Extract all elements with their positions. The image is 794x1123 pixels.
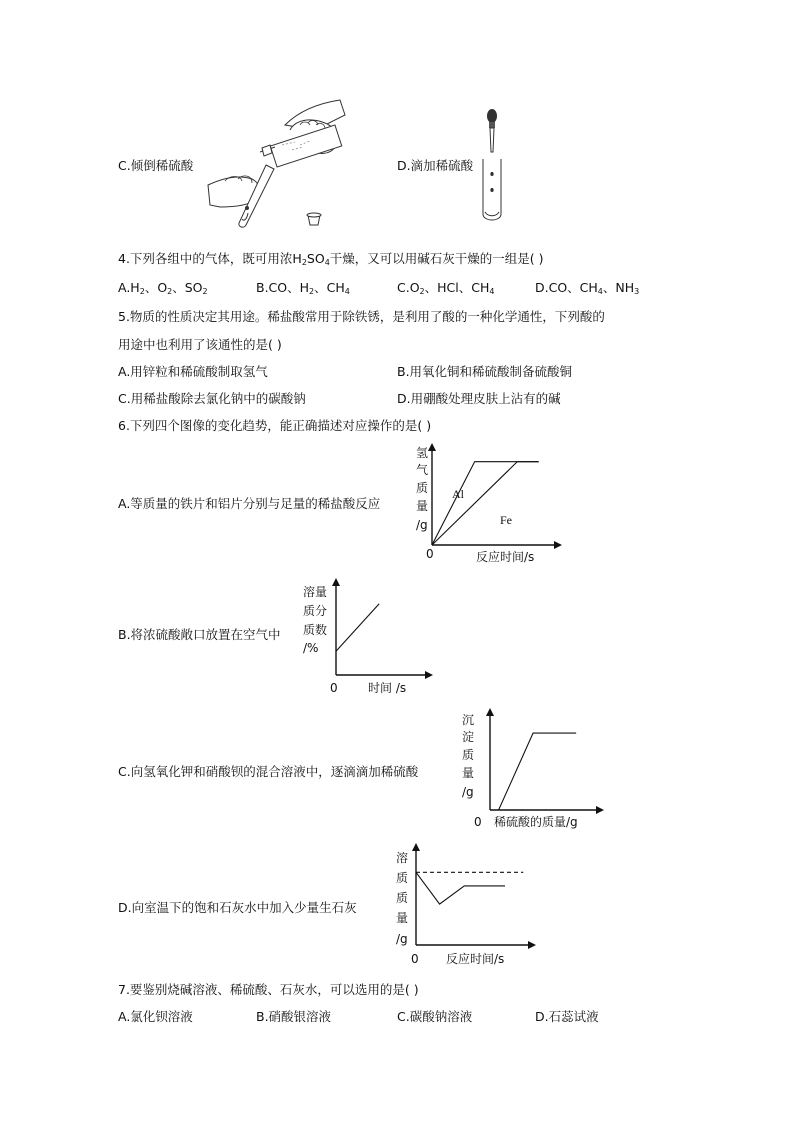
graph-d-y-arrow: [412, 843, 420, 851]
graph-a-ylabel-1: 气: [416, 463, 429, 477]
graph-a-y-arrow: [428, 443, 436, 451]
graph-b-ylabel-0: 溶量: [303, 585, 328, 599]
q5-stem-line2: 用途中也利用了该通性的是( ): [118, 337, 282, 352]
q4-option-a[interactable]: $A.H_2$、$O_2$、$SO_2$: [118, 280, 208, 296]
graph-c-ylabel-0: 沉: [462, 713, 475, 727]
graph-c-origin: 0: [474, 815, 482, 829]
graph-d-series-0: [416, 872, 505, 904]
q7-option-d[interactable]: D.石蕊试液: [535, 1009, 599, 1024]
dropper-illustration: [478, 104, 508, 224]
graph-c-ylabel-4: /g: [462, 785, 474, 799]
graph-d-ylabel-4: /g: [396, 932, 408, 946]
q3-option-c[interactable]: C.倾倒稀硫酸: [118, 158, 194, 173]
q5-option-a[interactable]: A.用锌粒和稀硫酸制取氢气: [118, 364, 268, 379]
graph-a-xlabel: 反应时间/s: [476, 550, 535, 564]
graph-a-ylabel-4: /g: [416, 518, 428, 532]
q7-option-a[interactable]: A.氯化钡溶液: [118, 1009, 193, 1024]
graph-a-ylabel-3: 量: [416, 499, 429, 513]
graph-a-series-1: [432, 462, 539, 545]
graph-c-xlabel: 稀硫酸的质量/g: [494, 815, 578, 829]
graph-a-ylabel-0: 氢: [416, 446, 429, 460]
graph-c-x-arrow: [596, 806, 604, 814]
q5-option-c[interactable]: C.用稀盐酸除去氯化钠中的碳酸钠: [118, 391, 306, 406]
graph-d-xlabel: 反应时间/s: [446, 952, 505, 966]
q7-option-c[interactable]: C.碳酸钠溶液: [397, 1009, 473, 1024]
graph-a-ylabel-2: 质: [416, 481, 429, 495]
graph-a-origin: 0: [426, 547, 434, 561]
graph-a-series-0: [432, 462, 539, 545]
graph-a-x-arrow: [554, 541, 562, 549]
graph-b-plot: [336, 575, 436, 675]
q4-option-c[interactable]: $C.O_2$、HCl、$CH_4$: [397, 280, 495, 296]
graph-b-xlabel: 时间 /s: [368, 681, 407, 695]
q4-option-b[interactable]: B.CO、$H_2$、$CH_4$: [256, 280, 350, 296]
graph-a-series-label-al: Al: [452, 487, 464, 501]
graph-d-x-arrow: [528, 941, 536, 949]
q4-stem: 4.下列各组中的气体，既可用浓$H_2SO_4$干燥，又可以用碱石灰干燥的一组是( ): [118, 251, 544, 267]
graph-d-ylabel-2: 质: [396, 891, 409, 905]
graph-b-x-arrow: [425, 671, 433, 679]
graph-c-ylabel-1: 淀: [462, 730, 475, 744]
q3-option-d[interactable]: D.滴加稀硫酸: [397, 158, 474, 173]
graph-c-y-arrow: [486, 708, 494, 716]
graph-b-series-0: [336, 604, 379, 652]
q7-option-b[interactable]: B.硝酸银溶液: [256, 1009, 332, 1024]
graph-a-plot: [420, 440, 570, 550]
graph-b-ylabel-1: 质分: [303, 604, 328, 618]
graph-d-ylabel-1: 质: [396, 871, 409, 885]
graph-c-series-0: [490, 733, 576, 810]
graph-b-ylabel-3: /%: [303, 641, 319, 655]
graph-b-origin: 0: [330, 681, 338, 695]
q6-option-a[interactable]: A.等质量的铁片和铝片分别与足量的稀盐酸反应: [118, 496, 381, 511]
q6-option-d[interactable]: D.向室温下的饱和石灰水中加入少量生石灰: [118, 900, 357, 915]
pouring-acid-illustration: [200, 95, 360, 235]
graph-b-ylabel-2: 质数: [303, 623, 328, 637]
graph-d-origin: 0: [411, 952, 419, 966]
graph-c-ylabel-3: 量: [462, 766, 475, 780]
graph-d-ylabel-0: 溶: [396, 851, 409, 865]
graph-c-plot: [482, 705, 602, 815]
graph-a-series-label-fe: Fe: [500, 513, 512, 527]
q4-option-d[interactable]: D.CO、$CH_4$、$NH_3$: [535, 280, 640, 296]
q5-option-b[interactable]: B.用氧化铜和稀硫酸制备硫酸铜: [397, 364, 573, 379]
graph-b-y-arrow: [332, 578, 340, 586]
graph-c-ylabel-2: 质: [462, 748, 475, 762]
graph-d-ylabel-3: 量: [396, 911, 409, 925]
q6-stem: 6.下列四个图像的变化趋势，能正确描述对应操作的是( ): [118, 418, 432, 433]
graph-d-plot: [416, 840, 536, 950]
q6-option-c[interactable]: C.向氢氧化钾和硝酸钡的混合溶液中，逐滴滴加稀硫酸: [118, 764, 419, 779]
q5-stem-line1: 5.物质的性质决定其用途。稀盐酸常用于除铁锈，是利用了酸的一种化学通性，下列酸的: [118, 309, 605, 324]
q5-option-d[interactable]: D.用硼酸处理皮肤上沾有的碱: [397, 391, 561, 406]
q6-option-b[interactable]: B.将浓硫酸敞口放置在空气中: [118, 627, 281, 642]
q7-stem: 7.要鉴别烧碱溶液、稀硫酸、石灰水，可以选用的是( ): [118, 982, 419, 997]
